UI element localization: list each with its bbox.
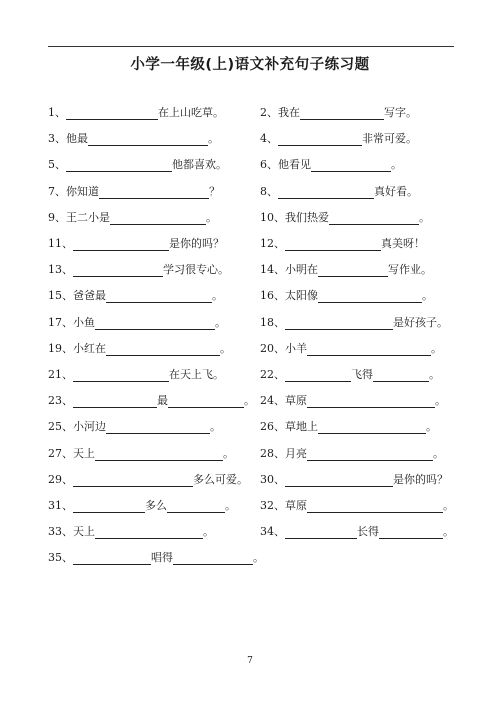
answer-blank[interactable] [278, 134, 362, 146]
question-number: 28、 [260, 446, 285, 460]
question-number: 16、 [260, 289, 285, 303]
question-text: 。 [220, 341, 231, 355]
question-15 [48, 289, 223, 303]
answer-blank[interactable] [99, 187, 209, 199]
question-3 [48, 132, 219, 146]
question-number: 5、 [48, 158, 66, 172]
question-text: 小河边 [73, 420, 106, 434]
question-text: 草地上 [285, 420, 318, 434]
question-number: 11、 [48, 237, 73, 250]
question-text: 是你的吗？ [169, 237, 224, 250]
question-text: 。 [210, 420, 221, 434]
answer-blank[interactable] [73, 370, 169, 382]
answer-blank[interactable] [307, 344, 431, 356]
question-text: 。 [212, 289, 223, 303]
question-text: 小鱼 [73, 315, 95, 329]
question-text: 写作业。 [388, 263, 432, 277]
question-text: 多么可爱。 [193, 472, 248, 486]
question-number: 14、 [260, 263, 285, 277]
answer-blank[interactable] [66, 108, 158, 120]
question-text: 我们热爱 [285, 210, 329, 224]
question-14 [260, 263, 432, 277]
question-19 [48, 342, 231, 356]
question-28 [260, 447, 444, 461]
answer-blank[interactable] [285, 527, 357, 539]
answer-blank[interactable] [285, 318, 393, 330]
question-text: 。 [422, 289, 433, 303]
answer-blank[interactable] [95, 527, 203, 539]
question-7 [48, 185, 220, 199]
answer-blank[interactable] [318, 291, 422, 303]
answer-blank[interactable] [106, 344, 220, 356]
answer-blank[interactable] [73, 475, 193, 487]
question-number: 19、 [48, 341, 73, 355]
answer-blank[interactable] [73, 501, 145, 513]
question-text: 小羊 [285, 341, 307, 355]
answer-blank[interactable] [300, 108, 384, 120]
question-text: 。 [391, 158, 402, 172]
question-text: 太阳像 [285, 289, 318, 303]
question-number: 3、 [48, 132, 66, 146]
answer-blank[interactable] [106, 291, 212, 303]
question-text: 月亮 [285, 446, 307, 460]
question-text: 飞得 [351, 368, 373, 381]
question-29 [48, 473, 248, 487]
question-text: 。 [225, 499, 236, 512]
question-text: 是你的吗？ [393, 472, 448, 486]
question-text: 小明在 [285, 263, 318, 277]
question-number: 35、 [48, 551, 73, 565]
question-number: 17、 [48, 315, 73, 329]
question-number: 31、 [48, 499, 73, 512]
question-text: 。 [215, 315, 226, 329]
question-12 [260, 237, 425, 251]
question-text: 天上 [73, 446, 95, 460]
answer-blank[interactable] [95, 318, 215, 330]
question-text: 小红在 [73, 341, 106, 355]
question-number: 24、 [260, 394, 285, 408]
answer-blank[interactable] [73, 396, 157, 408]
question-text: 。 [206, 210, 217, 224]
question-text: 学习很专心。 [163, 263, 229, 277]
answer-blank[interactable] [106, 422, 210, 434]
question-text: 。 [431, 341, 442, 355]
question-text: 唱得 [151, 551, 173, 565]
question-text: 非常可爱。 [362, 132, 417, 146]
answer-blank[interactable] [285, 239, 381, 251]
question-11 [48, 237, 224, 251]
answer-blank[interactable] [95, 449, 223, 461]
answer-blank[interactable] [73, 553, 151, 565]
question-text: 草原 [285, 394, 307, 408]
question-text: 你知道 [66, 184, 99, 198]
question-1 [48, 106, 224, 120]
question-35 [48, 551, 264, 565]
question-text: 最 [157, 394, 168, 408]
answer-blank[interactable] [66, 160, 172, 172]
answer-blank[interactable] [173, 553, 253, 565]
answer-blank[interactable] [88, 134, 208, 146]
question-6 [260, 158, 402, 172]
answer-blank[interactable] [307, 501, 443, 513]
question-24 [260, 394, 446, 408]
question-text: 真美呀！ [381, 237, 425, 250]
question-number: 12、 [260, 237, 285, 250]
question-2 [260, 106, 417, 120]
answer-blank[interactable] [110, 213, 206, 225]
question-number: 6、 [260, 158, 278, 172]
question-text: 他最 [66, 132, 88, 146]
question-number: 25、 [48, 420, 73, 434]
question-18 [260, 316, 448, 330]
question-32 [260, 499, 454, 513]
question-text: 在天上飞。 [169, 368, 224, 381]
question-number: 8、 [260, 184, 278, 198]
question-number: 15、 [48, 289, 73, 303]
answer-blank[interactable] [373, 370, 429, 382]
answer-blank[interactable] [318, 265, 388, 277]
question-text: 天上 [73, 525, 95, 539]
question-4 [260, 132, 417, 146]
question-number: 34、 [260, 525, 285, 539]
question-27 [48, 447, 234, 461]
answer-blank[interactable] [318, 422, 426, 434]
question-number: 21、 [48, 368, 73, 381]
question-text: 是好孩子。 [393, 315, 448, 329]
question-text: 。 [253, 551, 264, 565]
question-21 [48, 368, 224, 382]
question-text: 真好看。 [374, 184, 418, 198]
question-text: 。 [426, 420, 437, 434]
question-number: 27、 [48, 446, 73, 460]
answer-blank[interactable] [311, 160, 391, 172]
answer-blank[interactable] [307, 449, 433, 461]
answer-blank[interactable] [329, 213, 419, 225]
question-17 [48, 316, 226, 330]
question-22 [260, 368, 440, 382]
question-text: 他都喜欢。 [172, 158, 227, 172]
question-10 [260, 211, 430, 225]
question-text: 长得 [357, 525, 379, 539]
question-text: 。 [223, 446, 234, 460]
question-number: 32、 [260, 499, 285, 512]
answer-blank[interactable] [278, 187, 374, 199]
page-number: 7 [247, 656, 253, 666]
question-text: 爸爸最 [73, 289, 106, 303]
question-text: 。 [433, 446, 444, 460]
question-13 [48, 263, 229, 277]
question-9 [48, 211, 217, 225]
answer-blank[interactable] [167, 501, 225, 513]
question-number: 10、 [260, 210, 285, 224]
question-text: 。 [435, 394, 446, 408]
answer-blank[interactable] [168, 396, 244, 408]
question-25 [48, 420, 221, 434]
answer-blank[interactable] [73, 239, 169, 251]
question-text: 我在 [278, 106, 300, 119]
question-16 [260, 289, 433, 303]
worksheet-title: 小学一年级(上)语文补充句子练习题 [130, 57, 370, 73]
question-5 [48, 158, 227, 172]
question-text: 。 [429, 368, 440, 381]
question-8 [260, 185, 418, 199]
question-text: 写字。 [384, 106, 417, 119]
question-number: 20、 [260, 341, 285, 355]
question-text: 。 [208, 132, 219, 146]
question-33 [48, 525, 214, 539]
answer-blank[interactable] [285, 370, 351, 382]
answer-blank[interactable] [379, 527, 443, 539]
question-text: 王二小是 [66, 210, 110, 224]
question-text: 在上山吃草。 [158, 106, 224, 119]
answer-blank[interactable] [73, 265, 163, 277]
question-number: 30、 [260, 472, 285, 486]
question-text: 多么 [145, 499, 167, 512]
question-number: 23、 [48, 394, 73, 408]
question-text: 。 [203, 525, 214, 539]
question-number: 4、 [260, 132, 278, 146]
question-number: 9、 [48, 210, 66, 224]
question-23 [48, 394, 255, 408]
question-26 [260, 420, 437, 434]
question-number: 22、 [260, 368, 285, 381]
question-30 [260, 473, 448, 487]
question-number: 2、 [260, 106, 278, 119]
header-rule [48, 46, 454, 47]
question-number: 29、 [48, 472, 73, 486]
question-text: 。 [419, 210, 430, 224]
question-text: 。 [244, 394, 255, 408]
question-number: 33、 [48, 525, 73, 539]
question-text: ？ [209, 184, 220, 198]
question-text: 他看见 [278, 158, 311, 172]
question-text: 。 [443, 499, 454, 512]
question-number: 13、 [48, 263, 73, 277]
question-number: 18、 [260, 315, 285, 329]
question-20 [260, 342, 442, 356]
question-number: 26、 [260, 420, 285, 434]
question-text: 草原 [285, 499, 307, 512]
question-number: 1、 [48, 106, 66, 119]
question-34 [260, 525, 454, 539]
question-number: 7、 [48, 184, 66, 198]
answer-blank[interactable] [285, 475, 393, 487]
answer-blank[interactable] [307, 396, 435, 408]
question-text: 。 [443, 525, 454, 539]
question-31 [48, 499, 236, 513]
